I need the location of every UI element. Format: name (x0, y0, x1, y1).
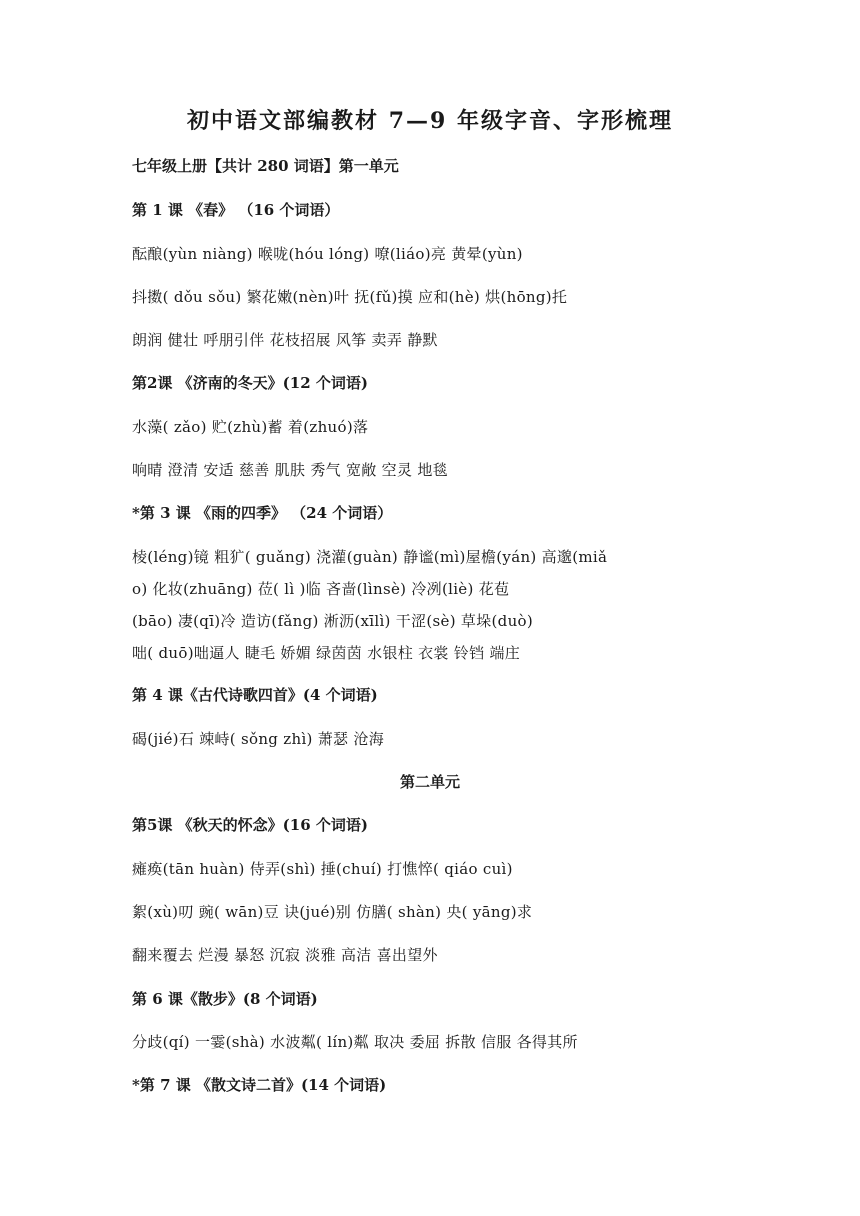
lesson-7-heading: *第 7 课 《散文诗二首》(14 个词语) (132, 1076, 387, 1094)
grade-heading: 七年级上册【共计 280 词语】第一单元 (132, 157, 399, 175)
lesson-5-line-3: 翻来覆去 烂漫 暴怒 沉寂 淡雅 高洁 喜出望外 (132, 946, 438, 964)
lesson-3-line-1: 棱(léng)镜 粗犷( guǎng) 浇灌(guàn) 静谧(mì)屋檐(yán) 高邈(miǎ (132, 548, 608, 566)
lesson-1-line-3: 朗润 健壮 呼朋引伴 花枝招展 风筝 卖弄 静默 (132, 331, 438, 349)
lesson-3-line-2: o) 化妆(zhuāng) 莅( lì )临 吝啬(lìnsè) 冷冽(liè) 花苞 (132, 580, 510, 598)
lesson-4-heading: 第 4 课《古代诗歌四首》(4 个词语) (132, 686, 378, 704)
page-title: 初中语文部编教材 7—9 年级字音、字形梳理 (187, 108, 673, 134)
lesson-4-line-1: 碣(jié)石 竦峙( sǒng zhì) 萧瑟 沧海 (132, 730, 385, 748)
lesson-2-heading: 第2课 《济南的冬天》(12 个词语) (132, 374, 368, 392)
lesson-1-line-1: 酝酿(yùn niàng) 喉咙(hóu lóng) 嘹(liáo)亮 黄晕(yùn) (132, 245, 523, 263)
lesson-3-line-3: (bāo) 凄(qī)冷 造访(fǎng) 淅沥(xīlì) 干涩(sè) 草垛(duò) (132, 612, 534, 630)
lesson-2-line-1: 水藻( zǎo) 贮(zhù)蓄 着(zhuó)落 (132, 418, 369, 436)
lesson-5-line-2: 絮(xù)叨 豌( wān)豆 诀(jué)别 仿膳( shàn) 央( yāng)求 (132, 903, 533, 921)
lesson-1-heading: 第 1 课 《春》 （16 个词语） (132, 201, 340, 219)
lesson-5-heading: 第5课 《秋天的怀念》(16 个词语) (132, 816, 368, 834)
unit-2-heading: 第二单元 (399, 773, 460, 791)
lesson-6-heading: 第 6 课《散步》(8 个词语) (132, 990, 318, 1008)
lesson-6-line-1: 分歧(qí) 一霎(shà) 水波粼( lín)粼 取决 委屈 拆散 信服 各得其所 (132, 1033, 578, 1051)
lesson-5-line-1: 瘫痪(tān huàn) 侍弄(shì) 捶(chuí) 打憔悴( qiáo cuì) (132, 860, 513, 878)
lesson-3-line-4: 咄( duō)咄逼人 睫毛 娇媚 绿茵茵 水银柱 衣裳 铃铛 端庄 (132, 644, 521, 662)
lesson-1-line-2: 抖擞( dǒu sǒu) 繁花嫩(nèn)叶 抚(fǔ)摸 应和(hè) 烘(hōng)托 (132, 288, 568, 306)
lesson-3-heading: *第 3 课 《雨的四季》 （24 个词语） (132, 504, 393, 522)
lesson-2-line-2: 响晴 澄清 安适 慈善 肌肤 秀气 宽敞 空灵 地毯 (132, 461, 448, 479)
